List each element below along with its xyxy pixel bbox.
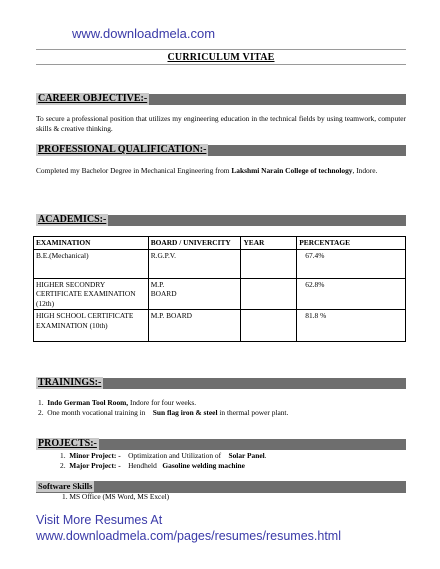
list-item: 1. MS Office (MS Word, MS Excel) (62, 492, 170, 501)
projects-heading (36, 439, 406, 450)
training-2-pre: One month vocational training in (47, 408, 148, 417)
cell-exam: HIGHER SECONDRY CERTIFICATE EXAMINATION (12th) (34, 278, 149, 310)
table-row (34, 249, 406, 278)
document-title: CURRICULUM VITAE (167, 52, 275, 63)
software-skills-label: Software Skills (38, 481, 93, 491)
training-2-rest: in thermal power plant. (217, 408, 289, 417)
training-1-bold: Indo German Tool Room, (47, 398, 129, 407)
cell-board: R.G.P.V. (148, 249, 241, 278)
list-item: 2. One month vocational training in Sun flag iron & steel in thermal power plant. (38, 408, 289, 417)
qualification-heading (36, 145, 406, 156)
cell-board-text: M.P. BOARD (150, 279, 177, 298)
col-examination: EXAMINATION (34, 237, 149, 250)
training-1-rest: Indore for four weeks. (128, 398, 197, 407)
project-2-label: Major Project: - (69, 461, 121, 470)
cell-year (241, 310, 297, 342)
footer-visit[interactable] (36, 513, 341, 544)
academics-table (33, 236, 406, 342)
col-year: YEAR (241, 237, 297, 250)
career-objective-text: To secure a professional position that utilizes my engineering education in the technical fields by using teamwork, computer skills & creative thinking. (36, 114, 406, 133)
trainings-label: TRAININGS:- (38, 377, 102, 388)
cell-board (148, 278, 241, 310)
software-list (62, 492, 169, 502)
project-2-bold: Gasoline welding machine (162, 461, 245, 470)
academics-label: ACADEMICS:- (38, 214, 107, 225)
footer-line-1: Visit More Resumes At (36, 513, 163, 527)
col-board: BOARD / UNIVERCITY (148, 237, 241, 250)
training-2-bold: Sun flag iron & steel (152, 408, 218, 417)
list-item: 1. Indo German Tool Room, Indore for four weeks. (38, 398, 197, 407)
cell-pct: 62.8% (297, 278, 406, 310)
project-1-label: Minor Project: - (69, 451, 121, 460)
cell-year (241, 278, 297, 310)
site-url[interactable]: www.downloadmela.com (72, 26, 216, 41)
qualification-label: PROFESSIONAL QUALIFICATION:- (38, 144, 207, 155)
projects-list (60, 451, 400, 471)
table-header-row (34, 237, 406, 250)
table-row (34, 278, 406, 310)
qualification-text (36, 166, 406, 176)
career-objective-heading (36, 94, 406, 105)
title-rule-top (36, 49, 406, 50)
project-1-end: . (264, 451, 267, 460)
cell-exam: B.E.(Mechanical) (34, 249, 149, 278)
project-1-desc: Optimization and Utilization of (128, 451, 223, 460)
cell-exam: HIGH SCHOOL CERTIFICATE EXAMINATION (10th) (34, 310, 149, 342)
project-2-desc: Hendheld (128, 461, 159, 470)
cell-board: M.P. BOARD (148, 310, 241, 342)
list-item: 1. Minor Project: - Optimization and Utilization of Solar Panel. (60, 451, 267, 460)
cell-pct: 81.8 % (297, 310, 406, 342)
qualification-text-after: , Indore. (352, 166, 378, 175)
software-item: MS Office (MS Word, MS Excel) (69, 492, 170, 501)
cell-year (241, 249, 297, 278)
career-objective-label: CAREER OBJECTIVE:- (38, 93, 148, 104)
table-row (34, 310, 406, 342)
qualification-text-before: Completed my Bachelor Degree in Mechanical Engineering from (36, 166, 232, 175)
trainings-list (38, 398, 398, 418)
project-1-bold: Solar Panel (228, 451, 265, 460)
footer-link[interactable]: www.downloadmela.com/pages/resumes/resumes.html (36, 528, 341, 543)
title-rule-bottom (36, 64, 406, 65)
col-percentage: PERCENTAGE (297, 237, 406, 250)
cell-pct: 67.4% (297, 249, 406, 278)
college-name: Lakshmi Narain College of technology (231, 166, 353, 175)
trainings-heading (36, 378, 406, 389)
academics-heading (36, 215, 406, 226)
list-item: 2. Major Project: - Hendheld Gasoline welding machine (60, 461, 245, 470)
projects-label: PROJECTS:- (38, 438, 97, 449)
